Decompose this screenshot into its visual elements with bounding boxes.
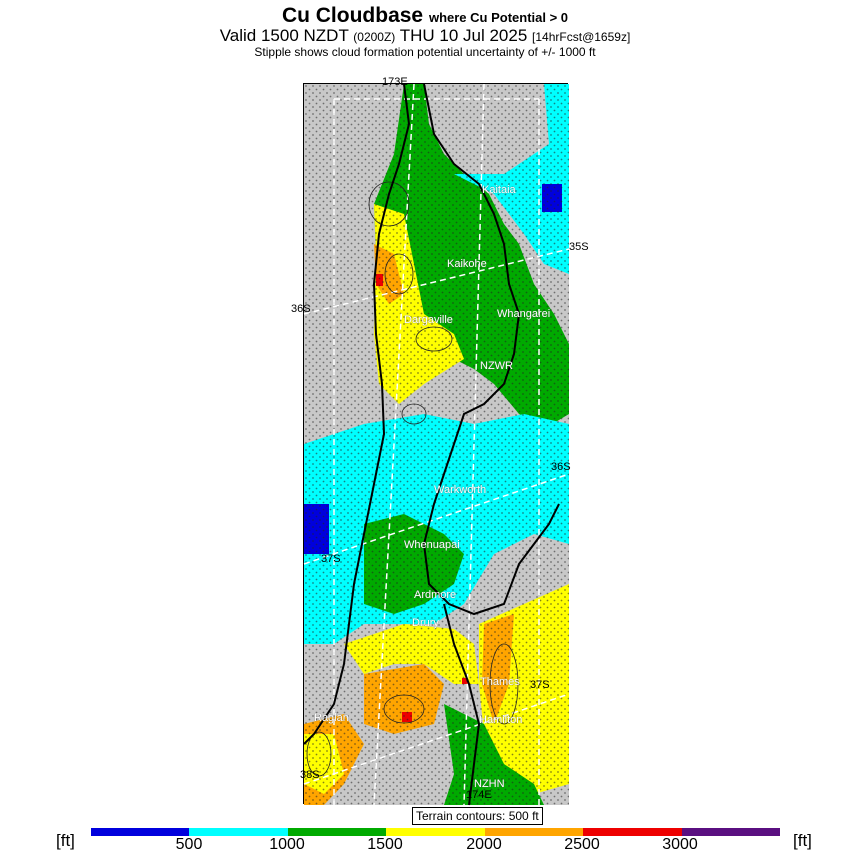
stipple-note: Stipple shows cloud formation potential uncertainty of +/- 1000 ft [254,45,596,59]
lat-label-36s-east: 36S [551,461,571,473]
map-graphic [304,84,569,805]
colorbar-tick-2500: 2500 [564,836,600,853]
utc-time: (0200Z) [353,30,396,44]
place-warkworth: Warkworth [434,484,487,496]
colorbar-unit-left: [ft] [56,831,75,850]
colorbar-tick-1000: 1000 [269,836,305,853]
colorbar-segment-5 [583,828,681,836]
valid-time-line [0,26,850,46]
stipple-overlay [304,84,569,805]
colorbar-segment-6 [682,828,780,836]
place-whangarei: Whangarei [497,308,551,320]
colorbar-segment-4 [485,828,583,836]
place-ardmore: Ardmore [414,589,457,601]
colorbar-segment-0 [91,828,189,836]
colorbar-tick-500: 500 [175,836,203,853]
forecast-date: THU 10 Jul 2025 [399,26,528,45]
forecast-map [303,76,568,804]
lat-label-38s: 38S [300,769,320,781]
lat-label-37s-east: 37S [530,679,550,691]
place-dargaville: Dargaville [404,314,453,326]
valid-prefix: Valid 1500 NZDT [219,26,349,45]
forecast-info: [14hrFcst@1659z] [532,30,631,44]
place-nzwr: NZWR [480,360,513,372]
chart-title [0,4,850,28]
place-raglan: Raglan [314,712,349,724]
place-whenuapai: Whenuapai [404,539,460,551]
place-kaikohe: Kaikohe [447,258,487,270]
colorbar-unit-right: [ft] [793,831,812,850]
colorbar-tick-3000: 3000 [662,836,698,853]
title-condition: where Cu Potential > 0 [428,10,569,25]
terrain-contours-label: Terrain contours: 500 ft [412,807,543,825]
colorbar-tick-1500: 1500 [367,836,403,853]
place-thames: Thames [480,676,520,688]
colorbar-tick-2000: 2000 [466,836,502,853]
lon-label-174e: 174E [466,789,492,801]
colorbar-segment-2 [288,828,386,836]
place-nzhn: NZHN [474,778,505,790]
place-hamilton: Hamilton [479,714,523,726]
colorbar-segment-1 [189,828,287,836]
lat-label-36s-west: 36S [291,303,311,315]
place-kaitaia: Kaitaia [482,184,516,196]
place-drury: Drury [412,617,439,629]
colorbar-segment-3 [386,828,484,836]
lat-label-35s: 35S [569,241,589,253]
lat-label-37s-west: 37S [321,553,341,565]
lon-label-173e: 173E [382,76,408,88]
title-main: Cu Cloudbase [281,4,424,27]
colorbar [91,828,780,836]
